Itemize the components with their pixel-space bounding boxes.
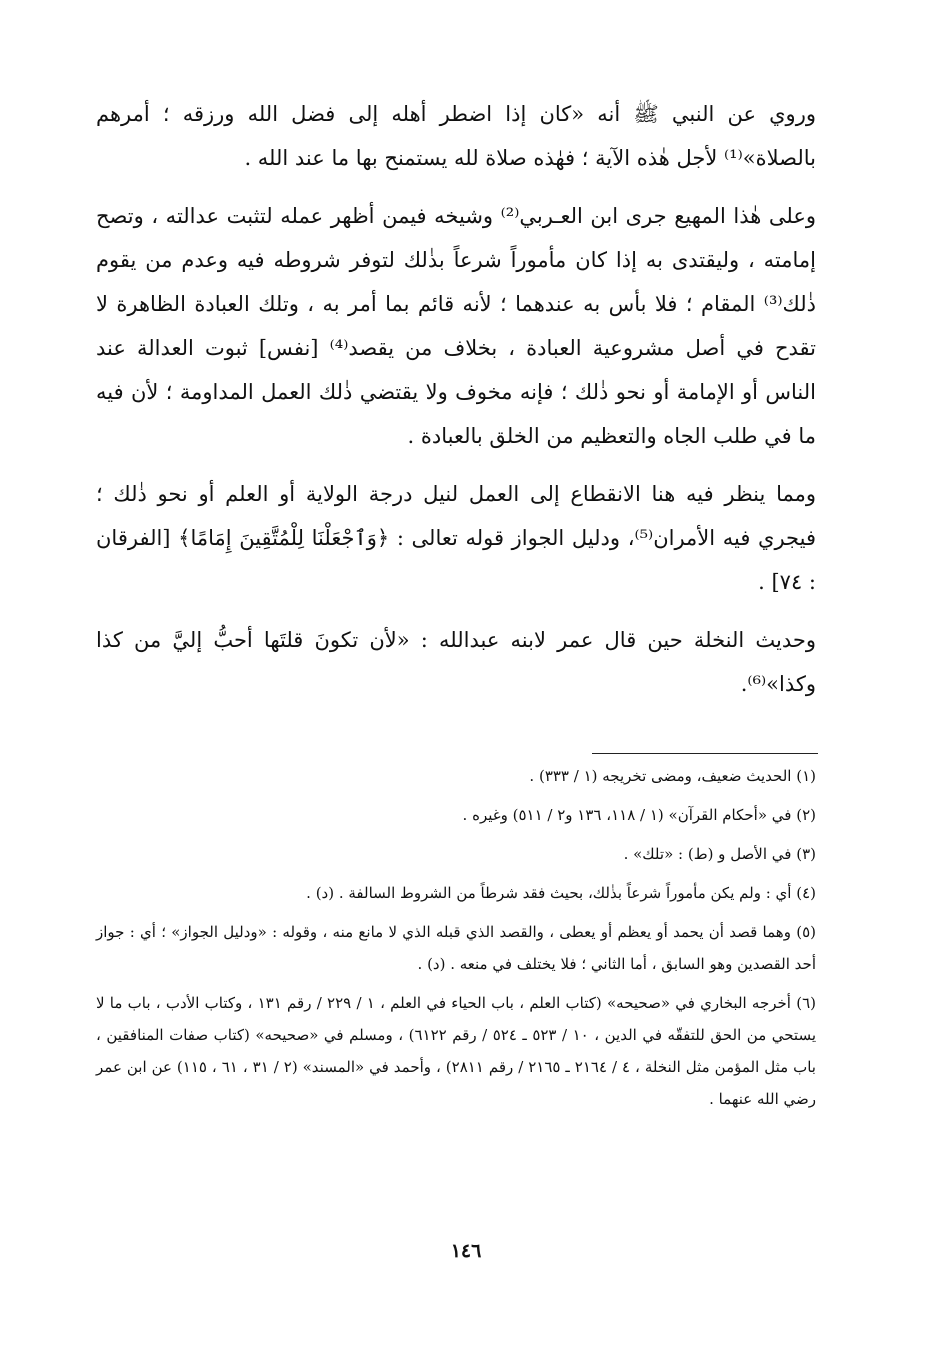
footnote-2: (٢) في «أحكام القرآن» (١ / ١١٨، ١٣٦ و٢ / ٥١١) وغيره . xyxy=(462,806,816,824)
main-text xyxy=(96,92,816,720)
footnote-6: (٦) أخرجه البخاري في «صحيحه» (كتاب العلم ، باب الحياء في العلم ، ١ / ٢٢٩ / رقم ١٣١ ، وكتاب الأدب ، باب ما لا يستحي من الحق للتفقّه في الدين ، ١٠ / ٥٢٣ ـ ٥٢٤ / رقم ٦١٢٢) ، ومسلم في «صحيحه» (كتاب صفات المنافقين ، باب مثل المؤمن مثل النخلة ، ٤ / ٢١٦٤ ـ ٢١٦٥ / رقم ٢٨١١) ، وأحمد في «المسند» (٢ / ٣١ ، ٦١ ، ١١٥) عن ابن عمر رضي الله عنهما . xyxy=(96,994,817,1108)
footnote-separator xyxy=(592,753,818,754)
footnote-5: (٥) وهما قصد أن يحمد أو يعظم أو يعطى ، والقصد الذي قبله الذي لا مانع منه ، وقوله : «ودليل الجواز» ؛ أي : جواز أحد القصدين وهو السابق ، أما الثاني ؛ فلا يختلف في منعه . (د) . xyxy=(96,923,816,973)
paragraph-2: وعلى هٰذا المهيع جرى ابن العـربي⁽²⁾ وشيخه فيمن أظهر عمله لتثبت عدالته ، وتصح إمامته ، وليقتدى به إذا كان مأموراً شرعاً بذٰلك لتوفر شروطه فيه وعدم من يقوم ذٰلك⁽³⁾ المقام ؛ فلا بأس به عندهما ؛ لأنه قائم بما أمر به ، وتلك العبادة الظاهرة لا تقدح في أصل مشروعية العبادة ، بخلاف من يقصد⁽⁴⁾ [نفس] ثبوت العدالة عند الناس أو الإمامة أو نحو ذٰلك ؛ فإنه مخوف ولا يقتضي ذٰلك العمل المداومة ؛ لأن فيه ما في طلب الجاه والتعظيم من الخلق بالعبادة . xyxy=(96,204,817,448)
page-number: ١٤٦ xyxy=(450,1240,482,1262)
paragraph-1: وروي عن النبي ﷺ أنه «كان إذا اضطر أهله إلى فضل الله ورزقه ؛ أمرهم بالصلاة»⁽¹⁾ لأجل هٰذه الآية ؛ فهٰذه صلاة لله يستمنح بها ما عند الله . xyxy=(96,102,816,170)
paragraph-4: وحديث النخلة حين قال عمر لابنه عبدالله : «لأن تكونَ قلتَها أحبُّ إليَّ من كذا وكذا»⁽⁶⁾. xyxy=(96,628,816,696)
footnotes xyxy=(96,760,816,1122)
footnote-3: (٣) في الأصل و (ط) : «تلك» . xyxy=(623,845,816,863)
footnote-4: (٤) أي : ولم يكن مأموراً شرعاً بذٰلك، بحيث فقد شرطاً من الشروط السالفة . (د) . xyxy=(306,884,816,902)
paragraph-3: ومما ينظر فيه هنا الانقطاع إلى العمل لنيل درجة الولاية أو العلم أو نحو ذٰلك ؛ فيجري فيه الأمران⁽⁵⁾، ودليل الجواز قوله تعالى : ﴿وَٱجْعَلْنَا لِلْمُتَّقِينَ إِمَامًا﴾ [الفرقان : ٧٤] . xyxy=(96,482,816,594)
footnote-1: (١) الحديث ضعيف، ومضى تخريجه (١ / ٣٣٣) . xyxy=(529,767,816,785)
